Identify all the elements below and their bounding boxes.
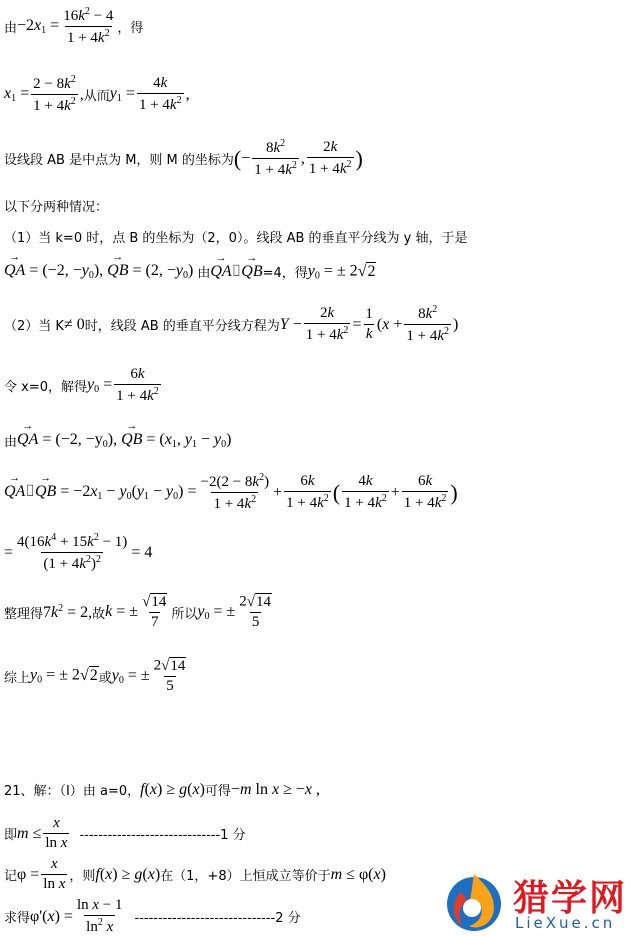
text: 由 [4, 21, 18, 36]
fraction: $\frac{16k^2 - 4}{1 + 4k^2}$ [63, 6, 114, 46]
logo-name-cn: 猎学网 [513, 878, 628, 919]
eq-line-7: （2）当 K ≠ 0 时，线段 AB 的垂直平分线方程为 Y − $\frac{2k}{1 + 4k^2}$ = $\frac{1}{k}$ (x + $\frac{8k^2}{1 + 4k^2}$ ) [4, 304, 459, 344]
eq-line-13: 综上 $y_0$ = ± 2√ 2 或 $y_0$ = ± 2√ 14 5 [4, 657, 186, 694]
eq-line-10: → QA⌷→ QB = $-2x_1 - y_0(y_1 - y_0)$ = $\frac{-2(2 - 8k^2)}{1 + 4k^2}$ + $\frac{6k}{1 + 4k^2}$ ( $\frac{4k}{1 + 4k^2}$ + $\frac{6k}{1 + 4k^2}$ ) [4, 472, 458, 513]
eq-line-3: 设线段 AB 是中点为 M，则 M 的坐标为 ( − $\frac{8k^2}{1 + 4k^2}$ , $\frac{2k}{1 + 4k^2}$ ) [4, 138, 363, 178]
eq-line-12: 整理得 $7k^2 = 2$, 故 k = ± √ 14 7 所以 $y_0$ = ± 2√ 14 5 [4, 593, 271, 630]
text-line-4: 以下分两种情况： [4, 200, 109, 215]
eq-line-8: 令 x=0，解得 $y_0$ = $\frac{6k}{1 + 4k^2}$ [4, 366, 159, 404]
eq-line-16: 记 φ = $\frac{x}{\text{ln x}}$ ，则 f(x) ≥ g(x) 在（1，+8）上恒成立等价于 m ≤ φ(x) [4, 856, 386, 892]
eq-line-17: 求得 φ'(x) = $\frac{\text{ln x − 1}}{\ln^2 x}$ ------------------------------2 分 [4, 897, 301, 935]
text-line-5: （1）当 k=0 时，点 B 的坐标为（2，0）。线段 AB 的垂直平分线为 y 轴，于是 [4, 231, 468, 246]
watermark-logo [441, 866, 643, 936]
eq-line-6: → QA = (−2, $-y_0$), → QB = (2, $-y_0$) 由 → QA⌷→ QB =4，得 $y_0$ = ± 2√ 2 [4, 262, 376, 282]
eq-line-9: 由 → QA = (−2, $-y_0$), → QB = ($x_1$, $y_1 - y_0$) [4, 431, 231, 450]
text-line-14: 21、解：（Ⅰ）由 a=0， f(x) ≥ g(x) 可得 −m ln x ≥ −x , [4, 780, 320, 799]
eq-line-15: 即 m ≤ $\frac{x}{\text{ln x}}$ ------------------------------1 分 [4, 815, 246, 851]
logo-name-en: LieXue.cn [515, 914, 616, 932]
flame-logo-icon [441, 868, 507, 934]
eq-line-1: 由 $-2x_1$ = $\frac{16k^2 - 4}{1 + 4k^2}$ ，得 [4, 6, 144, 46]
text: ，得 [117, 21, 144, 36]
eq-line-11: = $\frac{4(16k^4 + 15k^2 - 1)}{(1 + 4k^2)^2}$ = 4 [4, 532, 153, 572]
eq-line-2: $x_1$ = $\frac{2 - 8k^2}{1 + 4k^2}$ , 从而 $y_1$ = $\frac{4k}{1 + 4k^2}$ , [4, 74, 190, 114]
